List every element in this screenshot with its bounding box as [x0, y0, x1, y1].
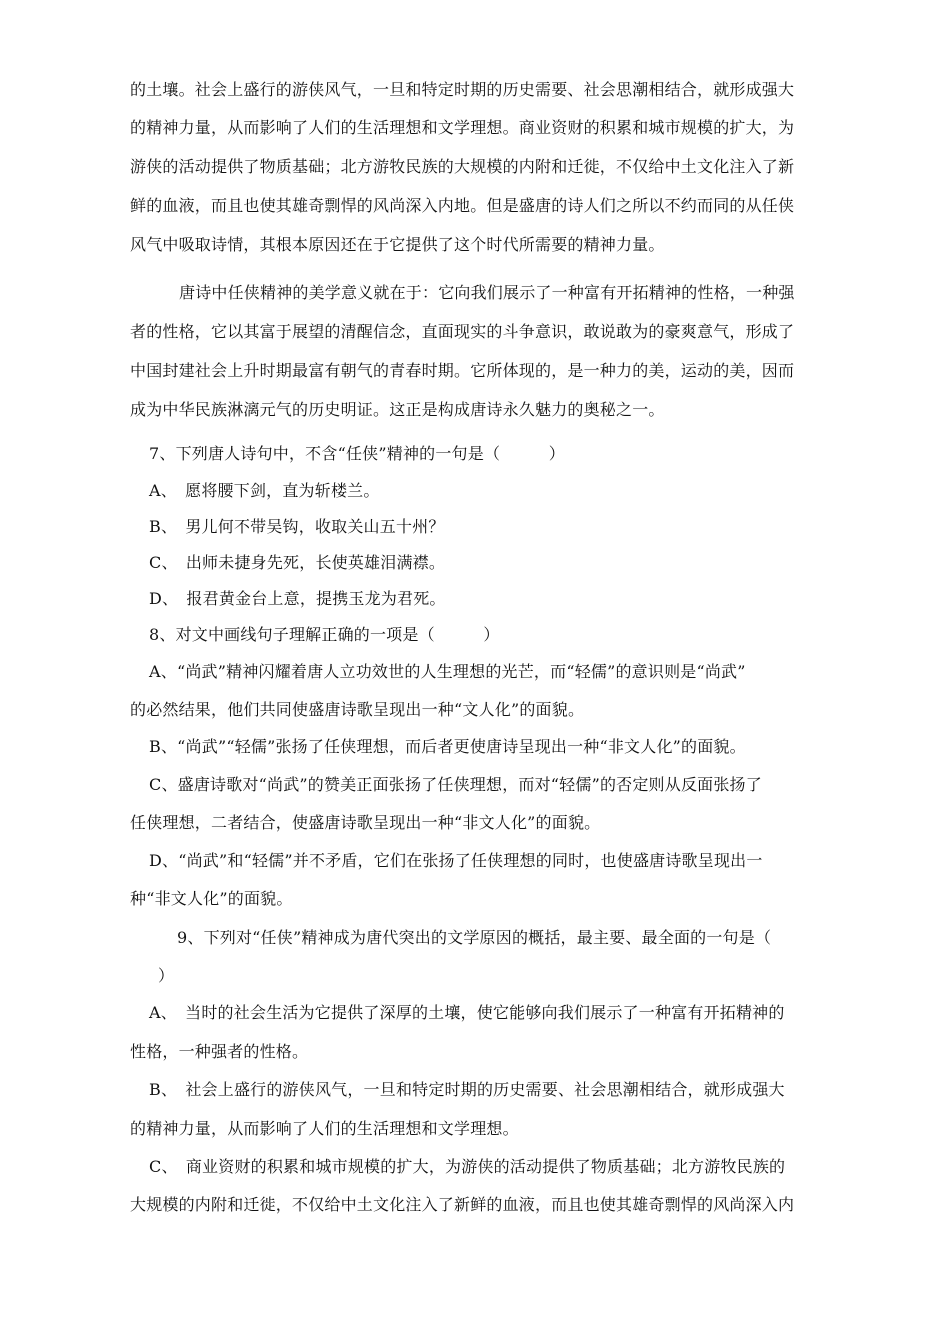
question-7-option-d: D、 报君黄金台上意，提携玉龙为君死。: [149, 589, 446, 608]
question-9-option-line: B、 社会上盛行的游侠风气，一旦和特定时期的历史需要、社会思潮相结合，就形成强大: [149, 1080, 785, 1099]
question-9-option-line: A、 当时的社会生活为它提供了深厚的土壤，使它能够向我们展示了一种富有开拓精神的: [149, 1003, 785, 1022]
question-7-option-b: B、 男儿何不带吴钩，收取关山五十州？: [149, 517, 445, 536]
question-8-option-line: C、盛唐诗歌对“尚武”的赞美正面张扬了任侠理想，而对“轻儒”的否定则从反面张扬了: [149, 775, 762, 794]
question-9-option-line: 的精神力量，从而影响了人们的生活理想和文学理想。: [130, 1119, 519, 1138]
passage-line: 中国封建社会上升时期最富有朝气的青春时期。它所体现的，是一种力的美，运动的美，因而: [130, 361, 795, 380]
passage-line: 唐诗中任侠精神的美学意义就在于：它向我们展示了一种富有开拓精神的性格，一种强: [179, 283, 795, 302]
question-8-option-line: A、“尚武”精神闪耀着唐人立功效世的人生理想的光芒，而“轻儒”的意识则是“尚武”: [149, 662, 746, 681]
question-8-option-line: B、“尚武”“轻儒”张扬了任侠理想，而后者更使唐诗呈现出一种“非文人化”的面貌。: [149, 737, 746, 756]
passage-line: 者的性格，它以其富于展望的清醒信念，直面现实的斗争意识，敢说敢为的豪爽意气，形成了: [130, 322, 795, 341]
question-8-option-line: 的必然结果，他们共同使盛唐诗歌呈现出一种“文人化”的面貌。: [130, 700, 585, 719]
passage-line: 鲜的血液，而且也使其雄奇剽悍的风尚深入内地。但是盛唐的诗人们之所以不约而同的从任侠: [130, 196, 795, 215]
question-8-option-line: D、“尚武”和“轻儒”并不矛盾，它们在张扬了任侠理想的同时，也使盛唐诗歌呈现出一: [149, 851, 763, 870]
question-9-stem: 9、下列对“任侠”精神成为唐代突出的文学原因的概括，最主要、最全面的一句是（: [177, 928, 772, 947]
question-7-stem: 7、下列唐人诗句中，不含“任侠”精神的一句是（ ）: [149, 444, 565, 463]
question-7-option-c: C、 出师未捷身先死，长使英雄泪满襟。: [149, 553, 446, 572]
question-8-option-line: 种“非文人化”的面貌。: [130, 889, 293, 908]
question-9-option-line: 大规模的内附和迁徙，不仅给中土文化注入了新鲜的血液，而且也使其雄奇剽悍的风尚深入内: [130, 1195, 795, 1214]
question-8-stem: 8、对文中画线句子理解正确的一项是（ ）: [149, 625, 500, 644]
question-8-option-line: 任侠理想，二者结合，使盛唐诗歌呈现出一种“非文人化”的面貌。: [130, 813, 601, 832]
passage-line: 风气中吸取诗情，其根本原因还在于它提供了这个时代所需要的精神力量。: [130, 235, 665, 254]
question-9-option-line: 性格，一种强者的性格。: [130, 1042, 309, 1061]
passage-line: 的土壤。社会上盛行的游侠风气，一旦和特定时期的历史需要、社会思潮相结合，就形成强大: [130, 80, 795, 99]
question-9-option-line: C、 商业资财的积累和城市规模的扩大，为游侠的活动提供了物质基础；北方游牧民族的: [149, 1157, 786, 1176]
passage-line: 成为中华民族淋漓元气的历史明证。这正是构成唐诗永久魅力的奥秘之一。: [130, 400, 665, 419]
question-7-option-a: A、 愿将腰下剑，直为斩楼兰。: [149, 481, 380, 500]
question-9-stem: ）: [158, 966, 175, 985]
passage-line: 的精神力量，从而影响了人们的生活理想和文学理想。商业资财的积累和城市规模的扩大，为: [130, 118, 795, 137]
passage-line: 游侠的活动提供了物质基础；北方游牧民族的大规模的内附和迁徙，不仅给中土文化注入了新: [130, 157, 795, 176]
